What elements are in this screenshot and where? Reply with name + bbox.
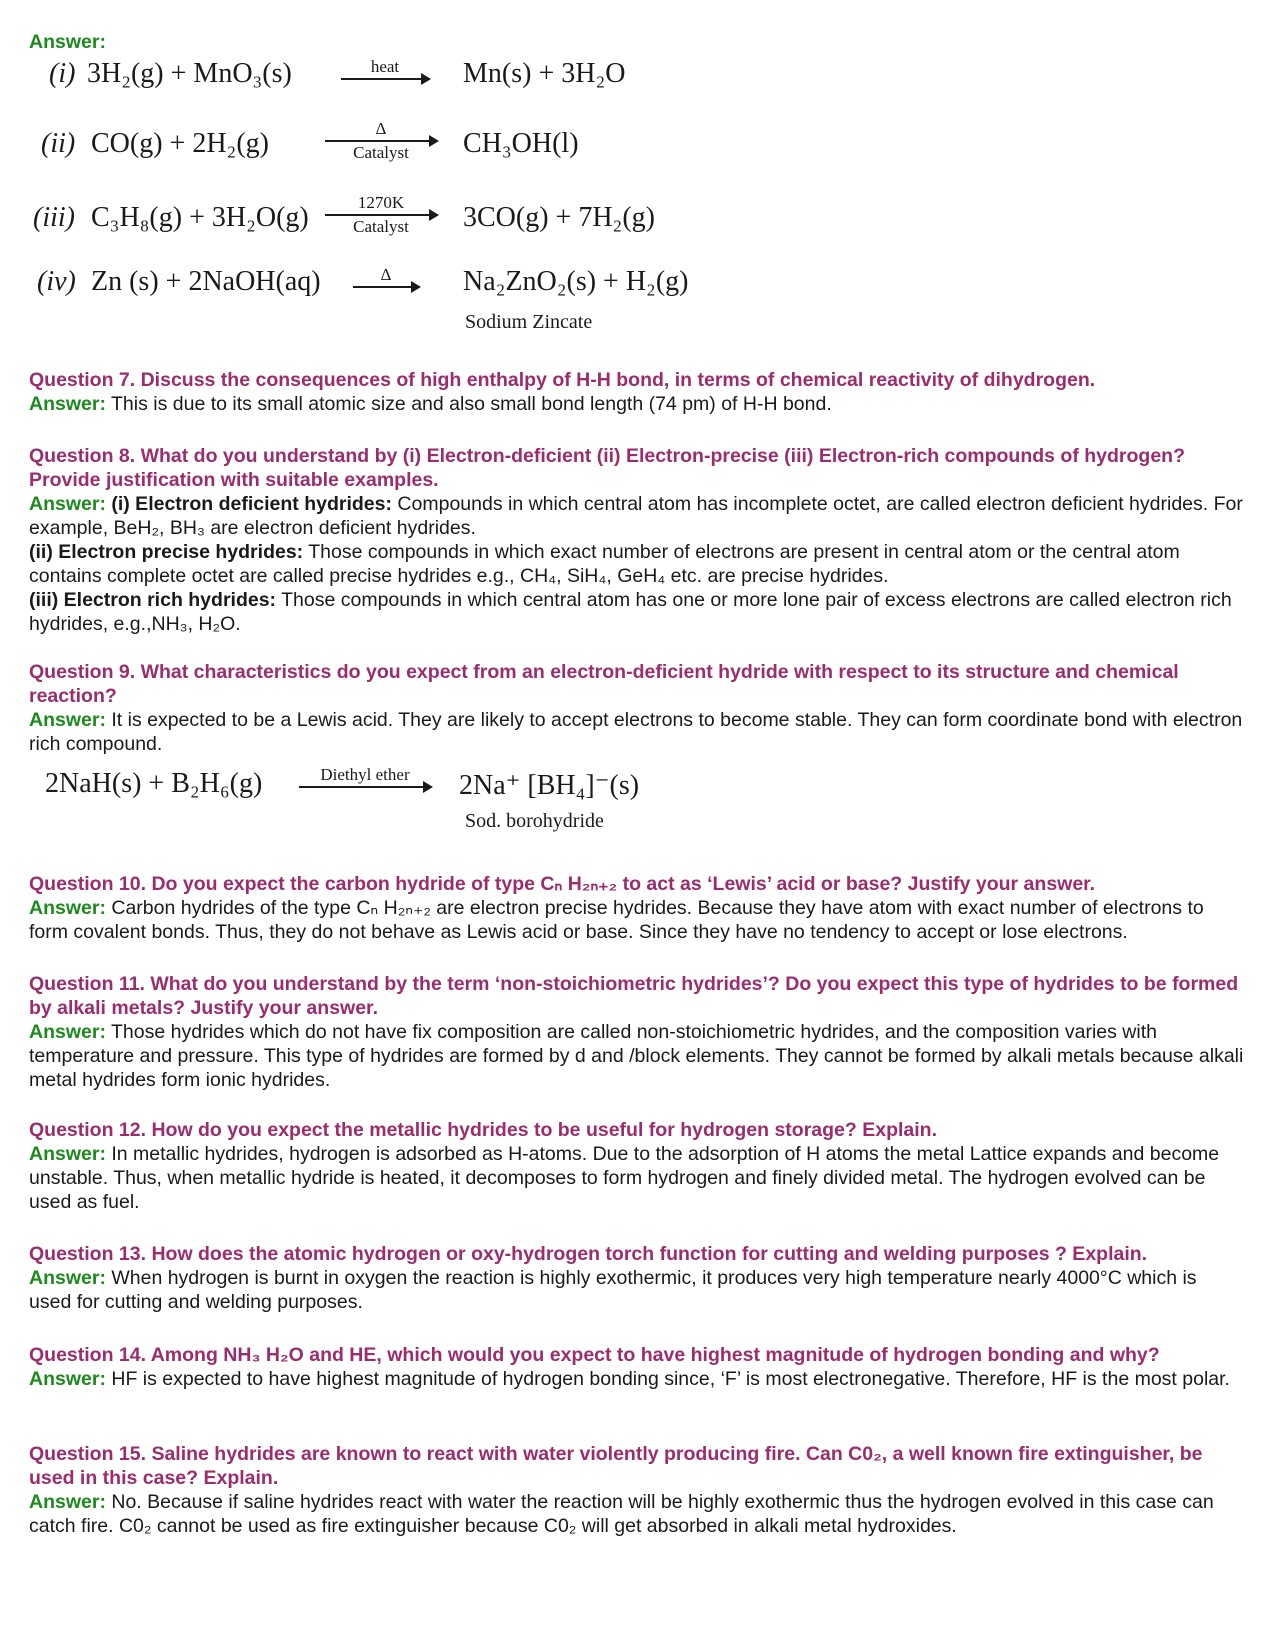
question-12-block — [29, 1118, 1244, 1214]
reaction-3-lhs: C₃H₈(g) + 3H₂O(g) — [91, 202, 309, 233]
question-9: Question 9. What characteristics do you expect from an electron-deficient hydride with respect to its structure and chemical reaction? — [29, 661, 1179, 707]
arrow-icon — [325, 214, 437, 216]
reaction-2-condition-above: Δ — [375, 119, 387, 138]
answer-8-part-1: Answer: (i) Electron deficient hydrides: Compounds in which central atom has incomplete octet, are called electron deficient hydrides. For example, BeH₂, BH₃ are electron deficient hydrides. — [29, 493, 1243, 539]
answer-8-part-3: (iii) Electron rich hydrides: Those compounds in which central atom has one or more lone pair of excess electrons are called electron rich hydrides, e.g.,NH₃, H₂O. — [29, 589, 1232, 635]
reaction-1-arrow — [341, 58, 429, 82]
reaction-1-condition: heat — [370, 57, 400, 76]
equation-borohydride-condition: Diethyl ether — [320, 765, 410, 784]
equation-borohydride-rhs: 2Na⁺ [BH₄]⁻(s) — [459, 770, 640, 801]
answer-7: Answer: This is due to its small atomic size and also small bond length (74 pm) of H-H bond. — [29, 393, 832, 415]
reaction-2-condition-below: Catalyst — [353, 143, 409, 162]
reaction-4-condition: Δ — [380, 265, 392, 284]
reaction-4-arrow — [353, 266, 419, 290]
reaction-3-rhs: 3CO(g) + 7H₂(g) — [463, 202, 655, 233]
question-13: Question 13. How does the atomic hydrogen or oxy-hydrogen torch function for cutting and welding purposes ? Explain. — [29, 1243, 1148, 1265]
question-14: Question 14. Among NH₃ H₂O and HE, which would you expect to have highest magnitude of hydrogen bonding and why? — [29, 1344, 1160, 1366]
reaction-4-number: (iv) — [37, 266, 76, 297]
question-14-block — [29, 1343, 1244, 1391]
answer-9: Answer: It is expected to be a Lewis acid. They are likely to accept electrons to become stable. They can form coordinate bond with electron rich compound. — [29, 709, 1243, 755]
answer-label-top: Answer: — [29, 31, 106, 53]
reaction-4-caption: Sodium Zincate — [465, 311, 593, 333]
question-7-block — [29, 368, 1244, 416]
question-8-block — [29, 444, 1244, 636]
reaction-1-lhs: 3H₂(g) + MnO₃(s) — [87, 58, 292, 89]
arrow-icon — [299, 786, 431, 788]
answer-10: Answer: Carbon hydrides of the type Cₙ H₂ₙ₊₂ are electron precise hydrides. Because they have atom with exact number of electrons to form covalent bonds. Thus, they do not behave as Lewis acid or base. Since they have no tendency to accept or lose electrons. — [29, 897, 1204, 943]
equation-borohydride-lhs: 2NaH(s) + B₂H₆(g) — [45, 768, 263, 799]
reaction-1-rhs: Mn(s) + 3H₂O — [463, 58, 626, 89]
reaction-3-condition-above: 1270K — [357, 193, 405, 212]
answer-14: Answer: HF is expected to have highest magnitude of hydrogen bonding since, ‘F’ is most electronegative. Therefore, HF is the most polar. — [29, 1368, 1230, 1390]
question-7: Question 7. Discuss the consequences of high enthalpy of H-H bond, in terms of chemical reactivity of dihydrogen. — [29, 369, 1096, 391]
question-9-block — [29, 660, 1244, 756]
answer-11: Answer: Those hydrides which do not have fix composition are called non-stoichiometric hydrides, and the composition varies with temperature and pressure. This type of hydrides are formed by d and /block elements. They cannot be formed by alkali metals because alkali metal hydrides form ionic hydrides. — [29, 1021, 1244, 1091]
answer-13: Answer: When hydrogen is burnt in oxygen the reaction is highly exothermic, it produces very high temperature nearly 4000°C which is used for cutting and welding purposes. — [29, 1267, 1197, 1313]
reaction-2-rhs: CH₃OH(l) — [463, 128, 579, 159]
question-15-block — [29, 1442, 1244, 1538]
reaction-4-lhs: Zn (s) + 2NaOH(aq) — [91, 266, 321, 297]
question-11: Question 11. What do you understand by the term ‘non-stoichiometric hydrides’? Do you expect this type of hydrides to be formed by alkali metals? Justify your answer. — [29, 973, 1239, 1019]
question-10: Question 10. Do you expect the carbon hydride of type Cₙ H₂ₙ₊₂ to act as ‘Lewis’ acid or base? Justify your answer. — [29, 873, 1096, 895]
question-15: Question 15. Saline hydrides are known to react with water violently producing fire. Can C0₂, a well known fire extinguisher, be used in this case? Explain. — [29, 1443, 1203, 1489]
equation-borohydride-arrow — [299, 766, 431, 790]
reaction-3-number: (iii) — [33, 202, 75, 233]
question-13-block — [29, 1242, 1244, 1314]
reaction-2-lhs: CO(g) + 2H₂(g) — [91, 128, 269, 159]
reaction-2-number: (ii) — [41, 128, 76, 159]
arrow-icon — [353, 286, 419, 288]
question-8: Question 8. What do you understand by (i) Electron-deficient (ii) Electron-precise (iii) Electron-rich compounds of hydrogen? Provide justification with suitable examples. — [29, 445, 1186, 491]
arrow-icon — [341, 78, 429, 80]
reaction-2-arrow — [325, 120, 437, 162]
question-10-block — [29, 872, 1244, 944]
reaction-1-number: (i) — [49, 58, 76, 89]
answer-8-part-2: (ii) Electron precise hydrides: Those compounds in which exact number of electrons are present in central atom or the central atom contains complete octet are called precise hydrides e.g., CH₄, SiH₄, GeH₄ etc. are precise hydrides. — [29, 541, 1180, 587]
reaction-3-condition-below: Catalyst — [353, 217, 409, 236]
reaction-4-rhs: Na₂ZnO₂(s) + H₂(g) — [463, 266, 689, 297]
question-12: Question 12. How do you expect the metallic hydrides to be useful for hydrogen storage? Explain. — [29, 1119, 937, 1141]
reaction-3-arrow — [325, 194, 437, 236]
question-11-block — [29, 972, 1244, 1092]
equation-borohydride-caption: Sod. borohydride — [465, 810, 604, 832]
arrow-icon — [325, 140, 437, 142]
answer-12: Answer: In metallic hydrides, hydrogen is adsorbed as H-atoms. Due to the adsorption of H atoms the metal Lattice expands and become unstable. Thus, when metallic hydride is heated, it decomposes to form hydrogen and finely divided metal. The hydrogen evolved can be used as fuel. — [29, 1143, 1220, 1213]
answer-15: Answer: No. Because if saline hydrides react with water the reaction will be highly exothermic thus the hydrogen evolved in this case can catch fire. C0₂ cannot be used as fire extinguisher because C0₂ will get absorbed in alkali metal hydroxides. — [29, 1491, 1214, 1537]
